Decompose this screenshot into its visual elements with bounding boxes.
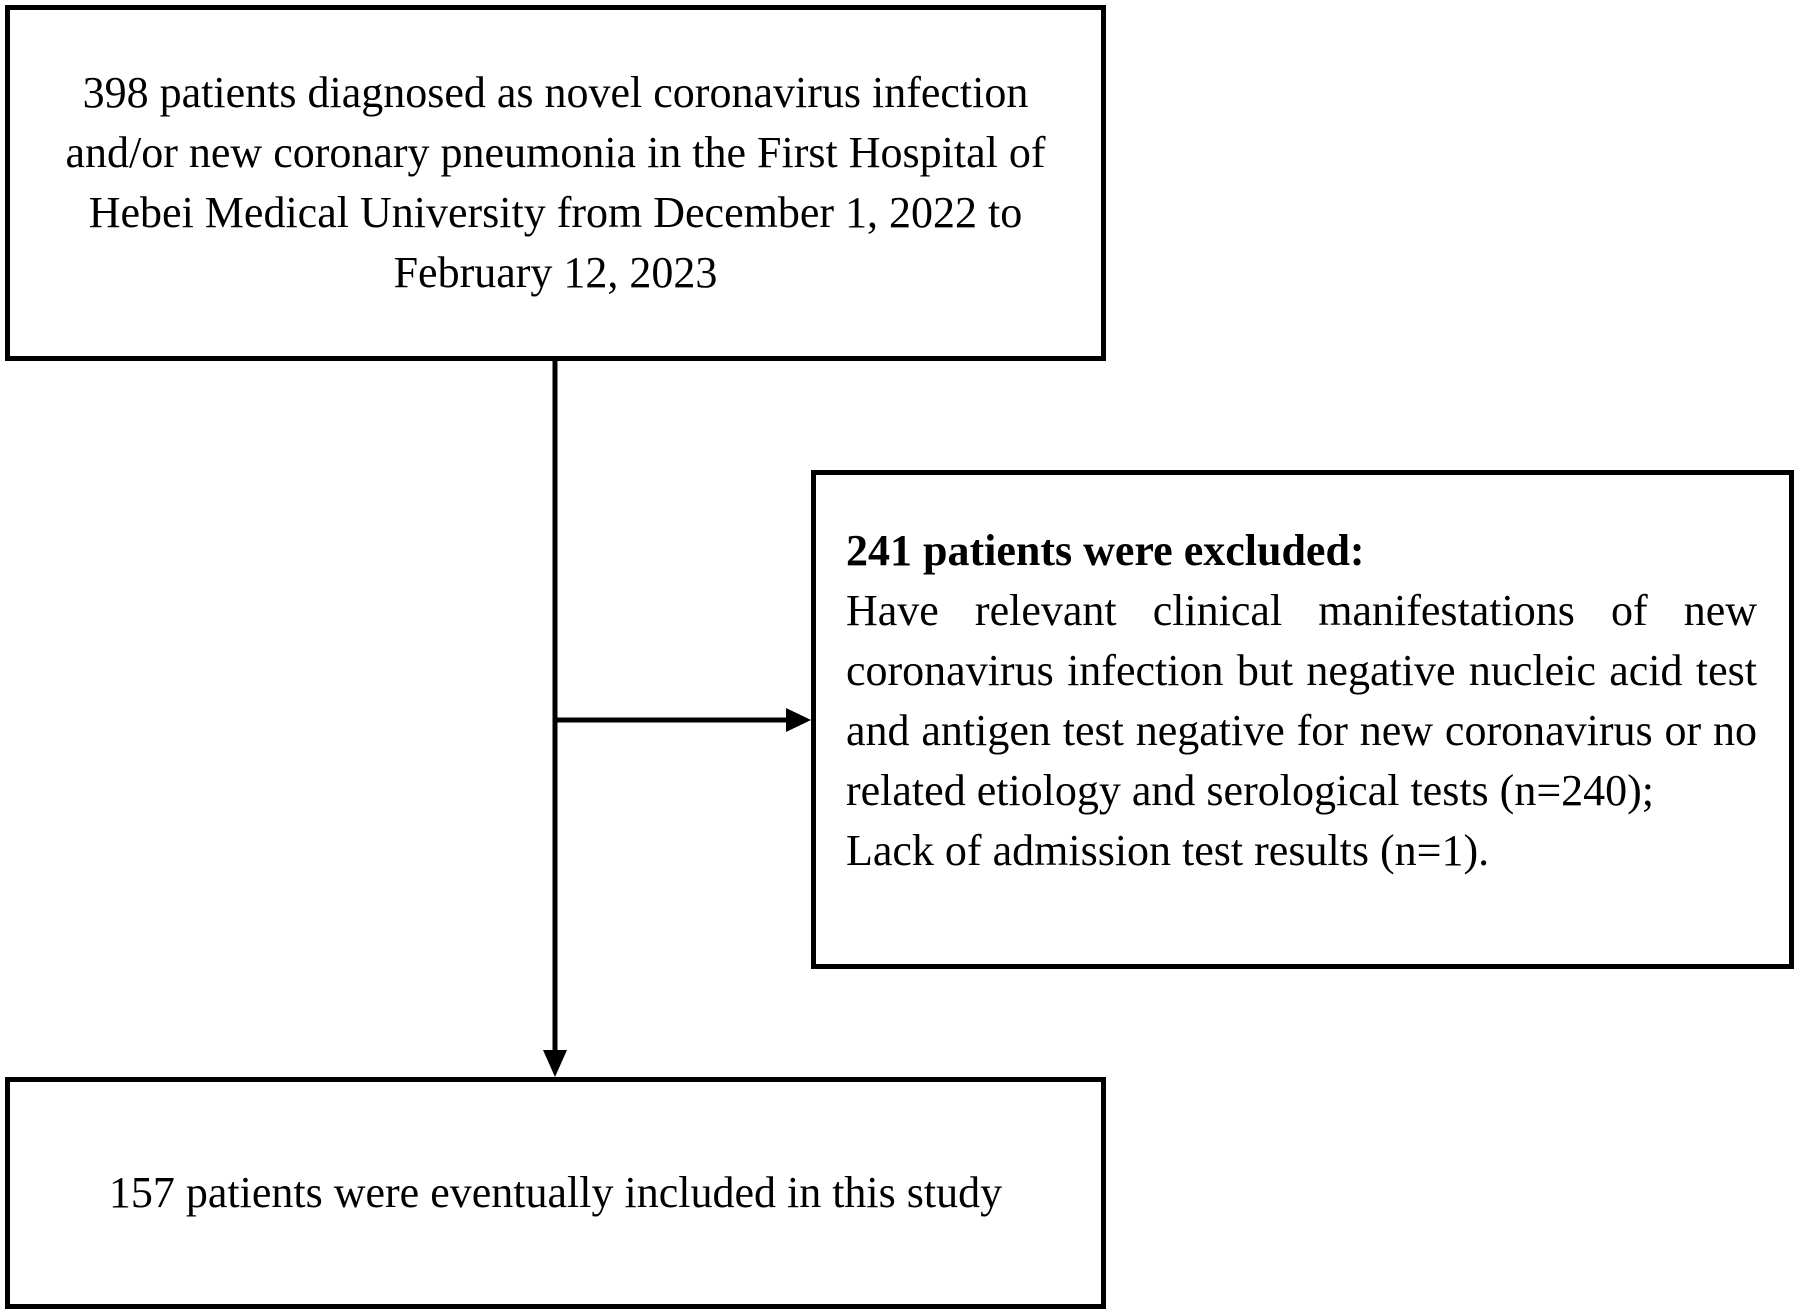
inclusion-text: 157 patients were eventually included in this study [108, 1168, 1003, 1217]
enrollment-text: 398 patients diagnosed as novel coronavirus infection and/or new coronary pneumonia in the First Hospital of Hebei Medical University from December 1, 2022 to February 12, 2023 [65, 68, 1046, 297]
inclusion-box [5, 1077, 1106, 1309]
exclusion-item: Lack of admission test results (n=1). [846, 826, 1490, 875]
enrollment-box [5, 5, 1106, 361]
arrowhead-down-icon [543, 1050, 567, 1077]
exclusion-box [811, 470, 1794, 969]
exclusion-item: Have relevant clinical manifestations of new coronavirus infection but negative nucleic acid test and antigen test negative for new coronavirus or no related etiology and serological tests (n=240); [846, 586, 1757, 815]
arrowhead-right-icon [786, 708, 811, 732]
exclusion-title: 241 patients were excluded: [846, 526, 1365, 575]
